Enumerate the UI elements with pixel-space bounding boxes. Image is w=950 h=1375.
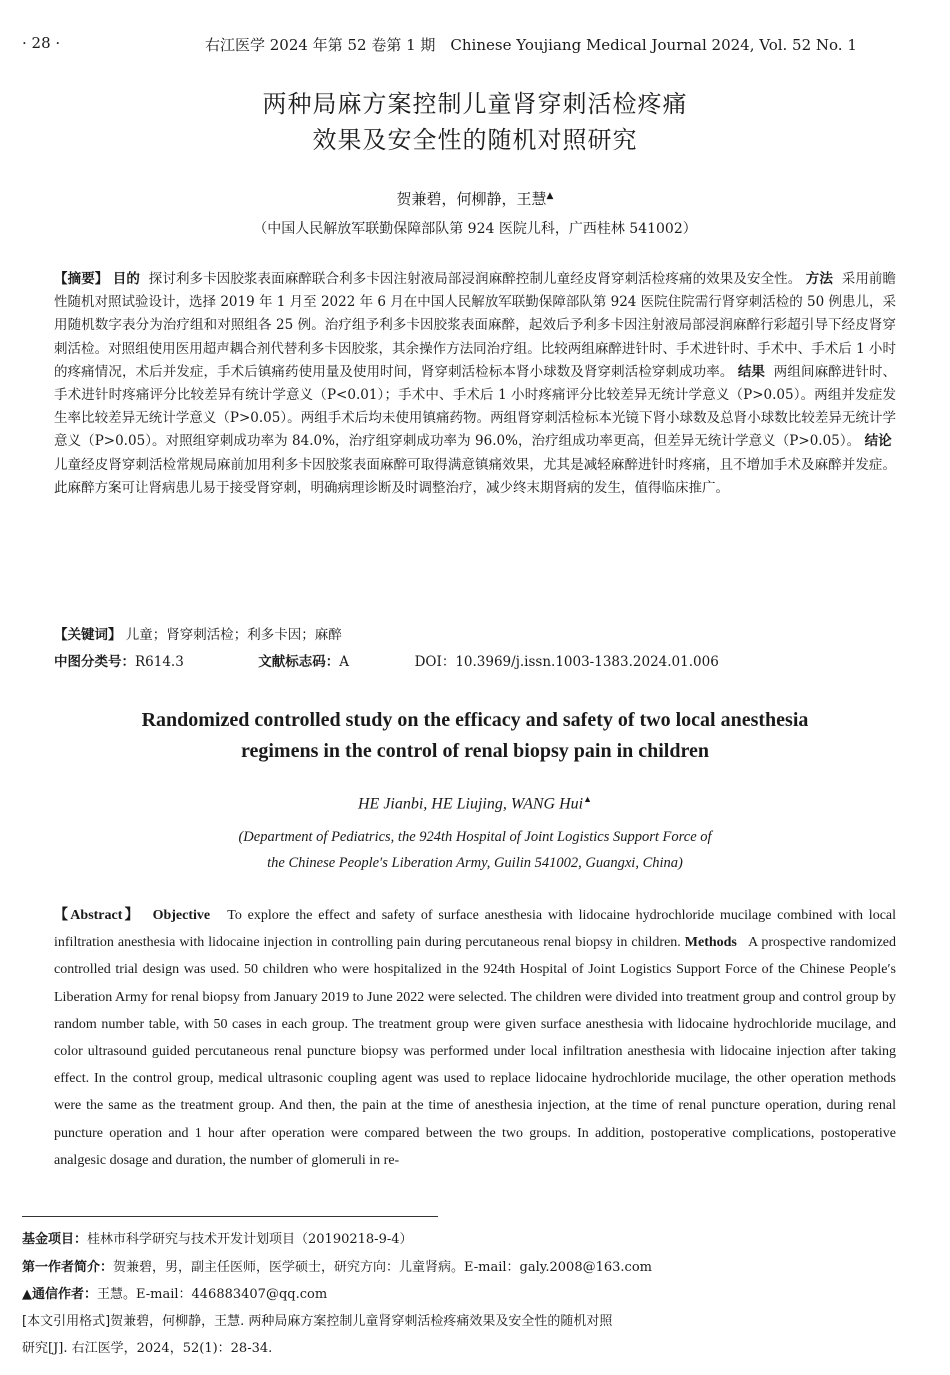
doc-code-value: A (339, 654, 350, 670)
chinese-abstract (54, 268, 896, 500)
chinese-author-names: 贺兼碧，何柳静，王慧 (396, 190, 547, 208)
keywords (54, 624, 896, 647)
footnote-citation-cont: 研究[J]. 右江医学，2024，52(1)：28-34. (22, 1341, 273, 1356)
clc-value: R614.3 (135, 654, 184, 670)
english-affiliation-line-1: (Department of Pediatrics, the 924th Hospital of Joint Logistics Support Force of (238, 829, 712, 845)
classification-line (54, 651, 896, 674)
conclusion-label: 结论 (864, 433, 892, 450)
citation-text-line-1: 贺兼碧，何柳静，王慧. 两种局麻方案控制儿童肾穿刺活检疼痛效果及安全性的随机对照 (110, 1314, 613, 1329)
english-title (0, 705, 950, 767)
footnote-divider (22, 1216, 438, 1217)
keywords-text: 儿童；肾穿刺活检；利多卡因；麻醉 (125, 627, 342, 643)
english-objective-label: Objective (152, 908, 211, 923)
conclusion-text: 儿童经皮肾穿刺活检常规局麻前加用利多卡因胶浆表面麻醉可取得满意镇痛效果，尤其是减轻麻醉进针时疼痛，且不增加手术及麻醉并发症。此麻醉方案可让肾病患儿易于接受肾穿刺，明确病理诊断及时调整治疗，减少终末期肾病的发生，值得临床推广。 (54, 456, 896, 496)
keywords-label: 【关键词】 (54, 627, 122, 643)
chinese-title (0, 86, 950, 158)
english-title-line-1: Randomized controlled study on the efficacy and safety of two local anesthesia (141, 709, 809, 731)
english-abstract (54, 902, 896, 1174)
first-author-text: 贺兼碧，男，副主任医师，医学硕士，研究方向：儿童肾病。E-mail：galy.2008@163.com (113, 1260, 652, 1275)
footnote-citation (22, 1310, 922, 1333)
english-methods-label: Methods (684, 935, 737, 951)
footnote-corresponding (22, 1283, 922, 1306)
results-text: 两组间麻醉进针时、手术进针时疼痛评分比较差异有统计学意义（P<0.01）；手术中、手术后 1 小时疼痛评分比较差异无统计学意义（P>0.05）。两组并发症发生率比较差异无统计学意义（P>0.05）。两组手术后均未使用镇痛药物。两组肾穿刺活检标本光镜下肾小球数及总肾小球数比较差异无统计学意义（P>0.05）。对照组穿刺成功率为 84.0%，治疗组穿刺成功率为 96.0%，治疗组成功率更高，但差异无统计学意义（P>0.05）。 (54, 363, 897, 450)
doi: DOI：10.3969/j.issn.1003-1383.2024.01.006 (414, 654, 719, 670)
citation-label: [本文引用格式] (22, 1314, 111, 1329)
fund-text: 桂林市科学研究与技术开发计划项目（20190218-9-4） (87, 1232, 413, 1247)
footnote-fund (22, 1228, 922, 1251)
first-author-label: 第一作者简介： (22, 1260, 114, 1275)
english-author-names: HE Jianbi, HE Liujing, WANG Hui (357, 795, 584, 813)
english-affiliation (0, 824, 950, 876)
running-header (0, 30, 950, 58)
objective-text: 探讨利多卡因胶浆表面麻醉联合利多卡因注射液局部浸润麻醉控制儿童经皮肾穿刺活检疼痛的效果及安全性。 (148, 271, 802, 287)
english-methods-text: A prospective randomized controlled trial design was used. 50 children who were hospitalized in the 924th Hospital of Joint Logistics Support Force of the Chinese People′s Liberation Army for renal biopsy from January 2019 to June 2022 were selected. The children were divided into treatment group and control group by random number table, with 50 cases in each group. The treatment group were given surface anesthesia with lidocaine hydrochloride mucilage, and color ultrasound guided percutaneous renal puncture biopsy was performed under local infiltration anesthesia with lidocaine injection after taking effect. In the control group, medical ultrasonic coupling agent was used to replace lidocaine hydrochloride mucilage, the other operation methods were the same as the treatment group. And then, the pain at the time of anesthesia injection, at the time of renal puncture operation, during renal puncture operation and 1 hour after operation were compared between the two groups. In addition, postoperative complications, postoperative analgesic dosage and duration, the number of glomeruli in re- (54, 935, 896, 1168)
corresponding-text: 王慧。E-mail：446883407@qq.com (97, 1287, 328, 1302)
fund-label: 基金项目： (22, 1232, 88, 1247)
journal-line: 右江医学 2024 年第 52 卷第 1 期 Chinese Youjiang Medical Journal 2024, Vol. 52 No. 1 (205, 36, 857, 54)
corresponding-label: ▲通信作者： (22, 1287, 97, 1302)
english-abstract-label: 【Abstract】 (54, 908, 141, 923)
english-authors (0, 794, 950, 813)
results-label: 结果 (737, 363, 766, 380)
page-number: · 28 · (22, 34, 61, 52)
clc-label: 中图分类号： (54, 654, 135, 670)
english-corresponding-mark: ▲ (583, 794, 592, 804)
english-objective-text: To explore the effect and safety of surface anesthesia with lidocaine hydrochloride mucilage combined with local infiltration anesthesia with lidocaine injection in controlling pain during percutaneous renal biopsy in children. (54, 908, 897, 951)
chinese-title-line-1: 两种局麻方案控制儿童肾穿刺活检疼痛 (262, 90, 688, 118)
doc-code-label: 文献标志码： (258, 654, 340, 670)
chinese-authors (0, 188, 950, 209)
abstract-label: 【摘要】 (54, 271, 109, 287)
english-affiliation-line-2: the Chinese People′s Liberation Army, Guilin 541002, Guangxi, China) (267, 855, 683, 871)
methods-text: 采用前瞻性随机对照试验设计，选择 2019 年 1 月至 2022 年 6 月在中国人民解放军联勤保障部队第 924 医院住院需行肾穿刺活检的 50 例患儿，采用随机数字表分为治疗组和对照组各 25 例。治疗组予利多卡因胶浆表面麻醉，起效后予利多卡因注射液局部浸润麻醉行彩超引导下经皮肾穿刺活检。对照组使用医用超声耦合剂代替利多卡因胶浆，其余操作方法同治疗组。比较两组麻醉进针时、手术进针时、手术中、手术后 1 小时的疼痛情况，术后并发症，手术后镇痛药使用量及使用时间，肾穿刺活检标本肾小球数及肾穿刺活检穿刺成功率。 (54, 271, 897, 380)
corresponding-mark: ▲ (546, 191, 554, 201)
chinese-affiliation: （中国人民解放军联勤保障部队第 924 医院儿科，广西桂林 541002） (253, 221, 697, 237)
objective-label: 目的 (112, 271, 140, 287)
chinese-title-line-2: 效果及安全性的随机对照研究 (312, 126, 638, 154)
methods-label: 方法 (805, 271, 833, 287)
english-title-line-2: regimens in the control of renal biopsy pain in children (240, 740, 710, 762)
footnote-first-author (22, 1256, 922, 1279)
